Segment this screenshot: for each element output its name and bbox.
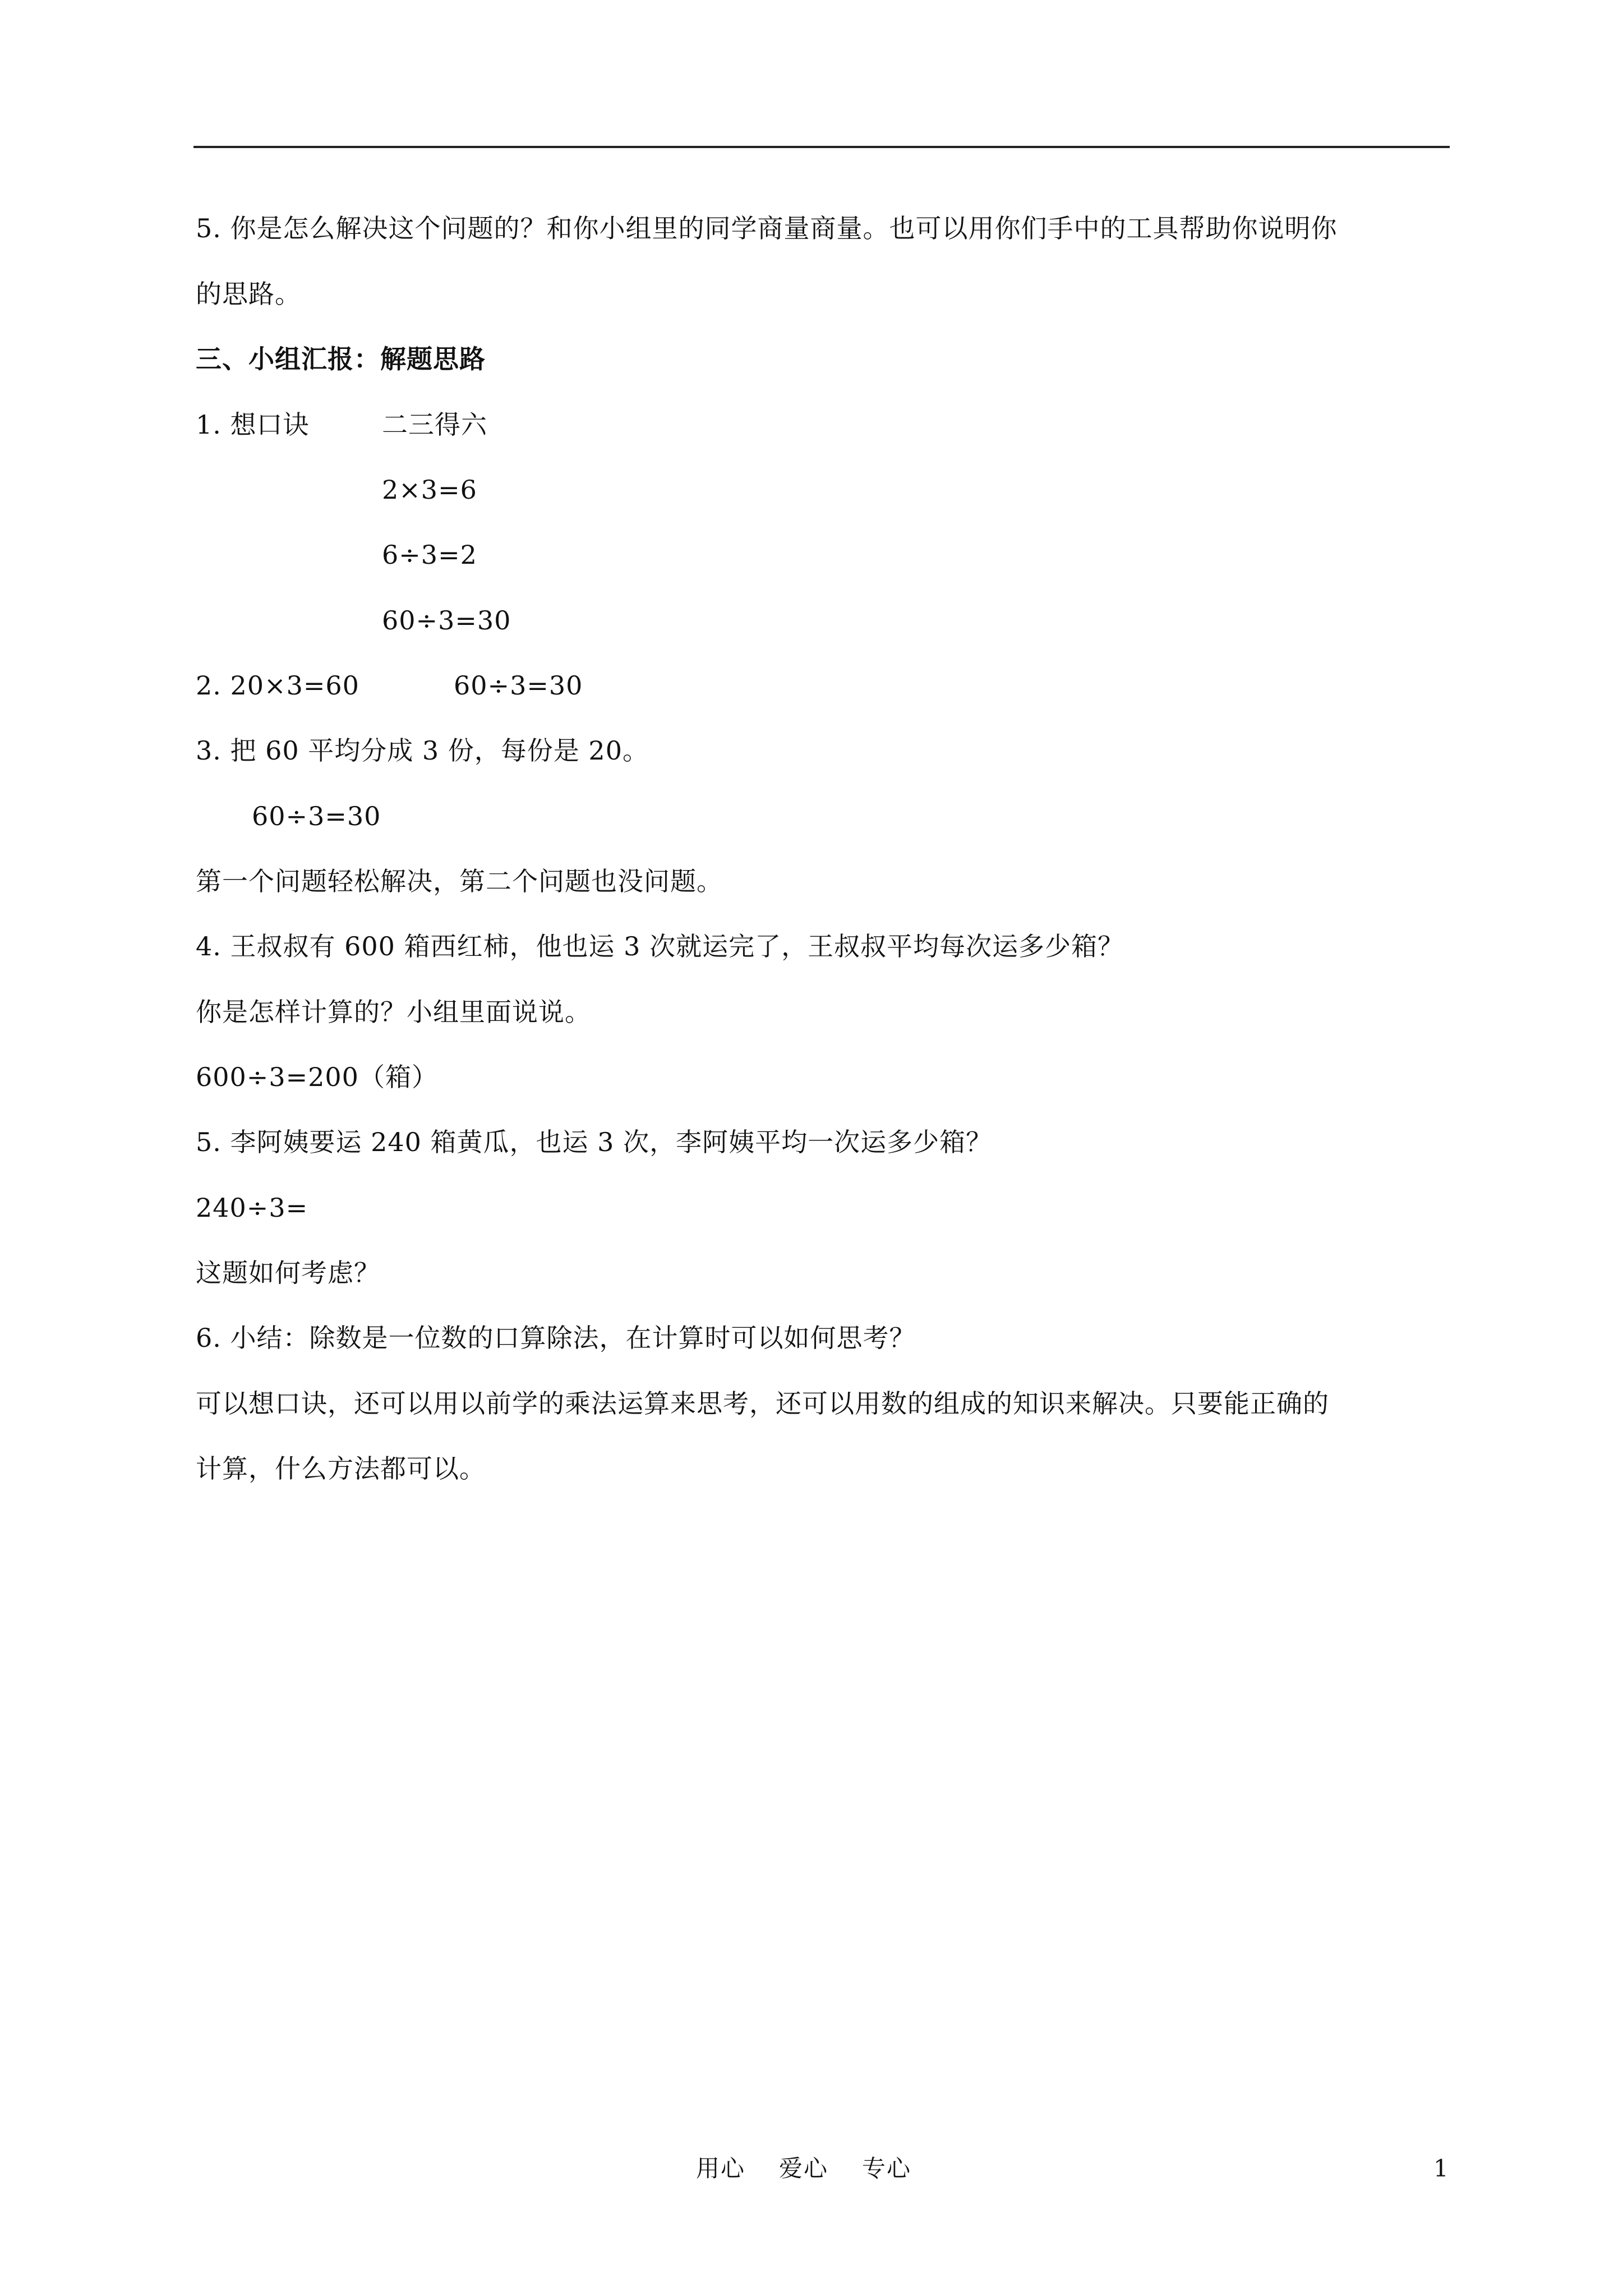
question-5-equation: 240÷3=	[196, 1193, 308, 1223]
question-4-equation: 600÷3=200（箱）	[196, 1062, 438, 1092]
method-1-label: 1. 想口诀	[196, 409, 310, 440]
method-1-equation-3: 60÷3=30	[382, 605, 511, 636]
page-number: 1	[1433, 2155, 1449, 2182]
method-1-equation-1: 2×3=6	[382, 475, 477, 505]
question-4: 4. 王叔叔有 600 箱西红柿，他也运 3 次就运完了，王叔叔平均每次运多少箱？	[196, 931, 1124, 961]
section-heading: 三、小组汇报：解题思路	[196, 344, 486, 374]
question-5-prompt: 这题如何考虑？	[196, 1258, 380, 1288]
footer-item: 用心	[696, 2155, 746, 2182]
summary-first-problem: 第一个问题轻松解决，第二个问题也没问题。	[196, 866, 723, 896]
method-3-text: 3. 把 60 平均分成 3 份，每份是 20。	[196, 735, 649, 766]
conclusion-line2: 计算，什么方法都可以。	[196, 1453, 486, 1484]
question-5: 5. 李阿姨要运 240 箱黄瓜，也运 3 次，李阿姨平均一次运多少箱？	[196, 1127, 993, 1157]
method-1-equation-2: 6÷3=2	[382, 540, 477, 570]
question-6: 6. 小结：除数是一位数的口算除法，在计算时可以如何思考？	[196, 1323, 916, 1353]
method-2-equation-1: 2. 20×3=60	[196, 670, 359, 701]
footer-item: 爱心	[779, 2155, 829, 2182]
footer-motto	[696, 2153, 911, 2184]
paragraph-q5-line2: 的思路。	[196, 279, 301, 309]
method-2-equation-2: 60÷3=30	[454, 670, 583, 701]
method-3-equation: 60÷3=30	[252, 801, 381, 831]
footer-item: 专心	[862, 2155, 912, 2182]
conclusion-line1: 可以想口诀，还可以用以前学的乘法运算来思考，还可以用数的组成的知识来解决。只要能正确的	[196, 1388, 1329, 1419]
method-1-mnemonic: 二三得六	[382, 409, 487, 440]
paragraph-q5-line1: 5. 你是怎么解决这个问题的？和你小组里的同学商量商量。也可以用你们手中的工具帮助你说明你	[196, 213, 1338, 243]
question-4-prompt: 你是怎样计算的？小组里面说说。	[196, 997, 591, 1027]
header-rule	[193, 146, 1450, 148]
